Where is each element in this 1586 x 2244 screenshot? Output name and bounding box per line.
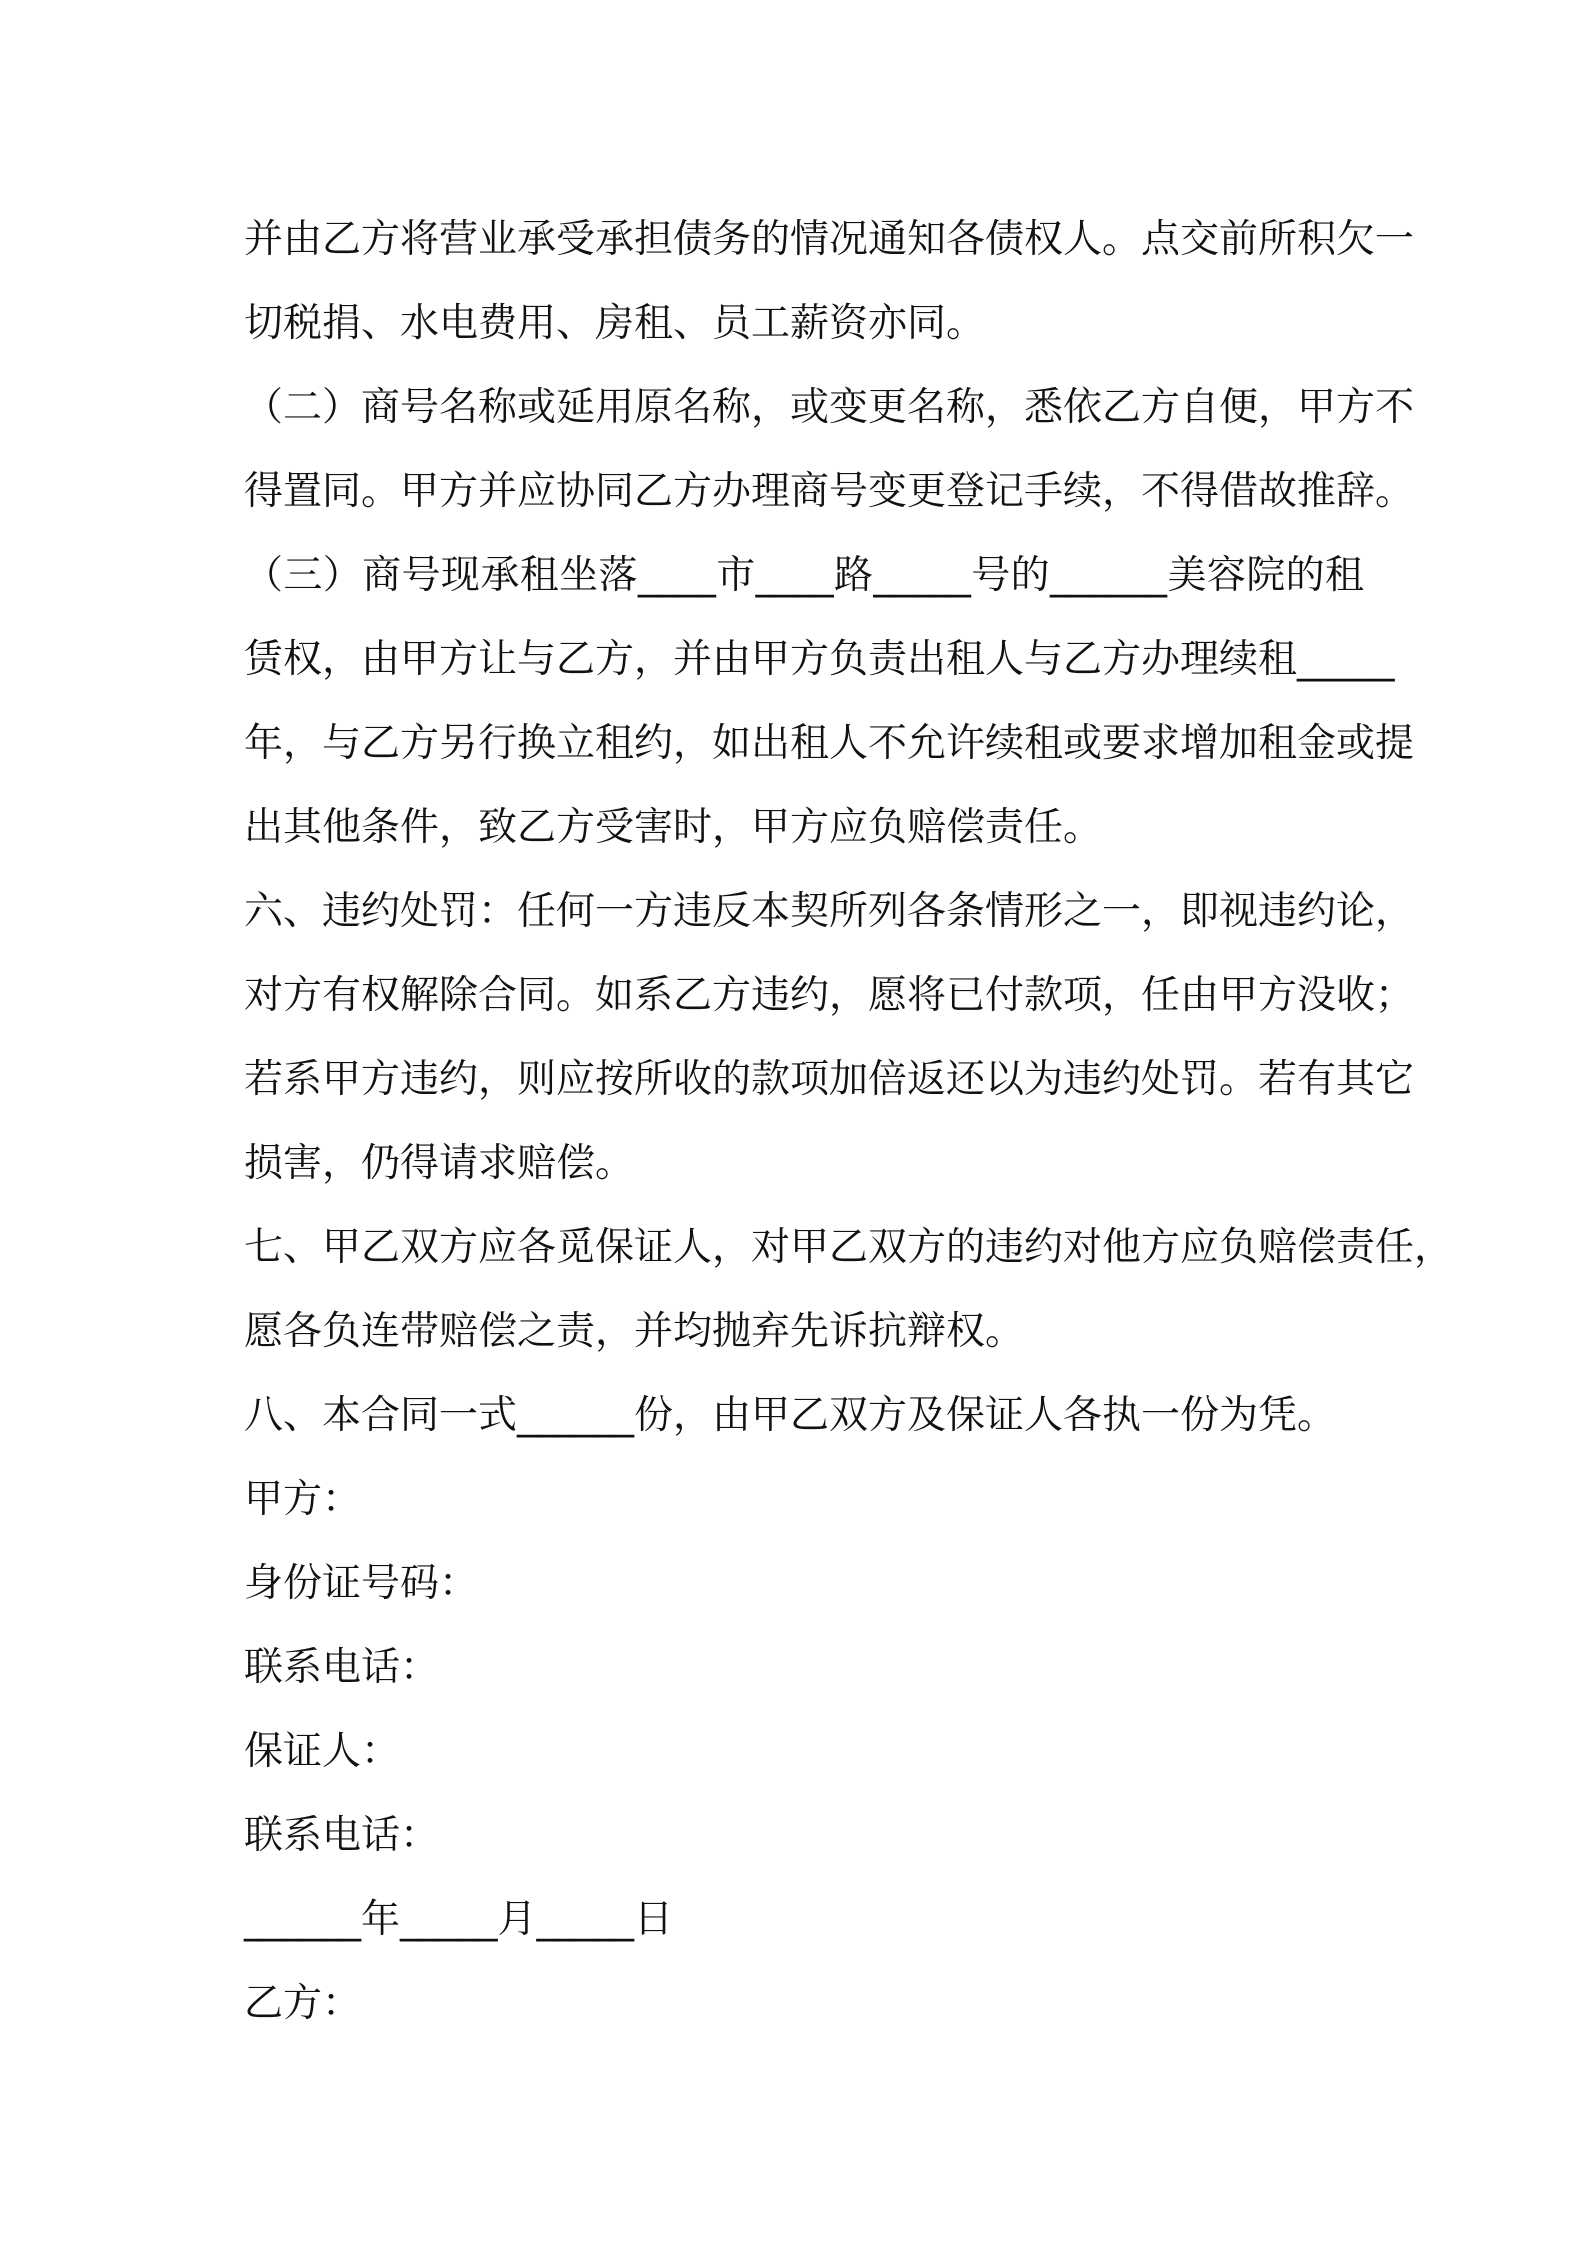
text-line: 若系甲方违约，则应按所收的款项加倍返还以为违约处罚。若有其它 xyxy=(244,1057,1415,1102)
text-line: （三）商号现承租坐落____市____路_____号的______美容院的租 xyxy=(244,553,1364,598)
signature-label-party-b: 乙方： xyxy=(244,1981,362,2026)
date-line: ______年_____月_____日 xyxy=(244,1897,674,1942)
text-line: 得置同。甲方并应协同乙方办理商号变更登记手续，不得借故推辞。 xyxy=(244,469,1415,514)
phone-label: 联系电话： xyxy=(244,1645,440,1690)
signature-label-party-a: 甲方： xyxy=(244,1477,362,1522)
text-line: 损害，仍得请求赔偿。 xyxy=(244,1141,635,1186)
guarantor-label: 保证人： xyxy=(244,1729,401,1774)
text-line: 出其他条件，致乙方受害时，甲方应负赔偿责任。 xyxy=(244,805,1103,850)
text-line: 年，与乙方另行换立租约，如出租人不允许续租或要求增加租金或提 xyxy=(244,721,1415,766)
guarantor-phone-label: 联系电话： xyxy=(244,1813,440,1858)
text-line: （二）商号名称或延用原名称，或变更名称，悉依乙方自便，甲方不 xyxy=(244,385,1415,430)
text-line: 愿各负连带赔偿之责，并均抛弃先诉抗辩权。 xyxy=(244,1309,1025,1354)
text-line: 切税捐、水电费用、房租、员工薪资亦同。 xyxy=(244,301,986,346)
text-line: 六、违约处罚：任何一方违反本契所列各条情形之一，即视违约论， xyxy=(244,889,1415,934)
text-line: 并由乙方将营业承受承担债务的情况通知各债权人。点交前所积欠一 xyxy=(244,217,1415,262)
document-body xyxy=(244,198,1454,2046)
text-line: 对方有权解除合同。如系乙方违约，愿将已付款项，任由甲方没收； xyxy=(244,973,1415,1018)
text-line: 八、本合同一式______份，由甲乙双方及保证人各执一份为凭。 xyxy=(244,1393,1337,1438)
text-line: 赁权，由甲方让与乙方，并由甲方负责出租人与乙方办理续租_____ xyxy=(244,637,1395,682)
text-line: 七、甲乙双方应各觅保证人，对甲乙双方的违约对他方应负赔偿责任， xyxy=(244,1225,1454,1270)
id-number-label: 身份证号码： xyxy=(244,1561,479,1606)
